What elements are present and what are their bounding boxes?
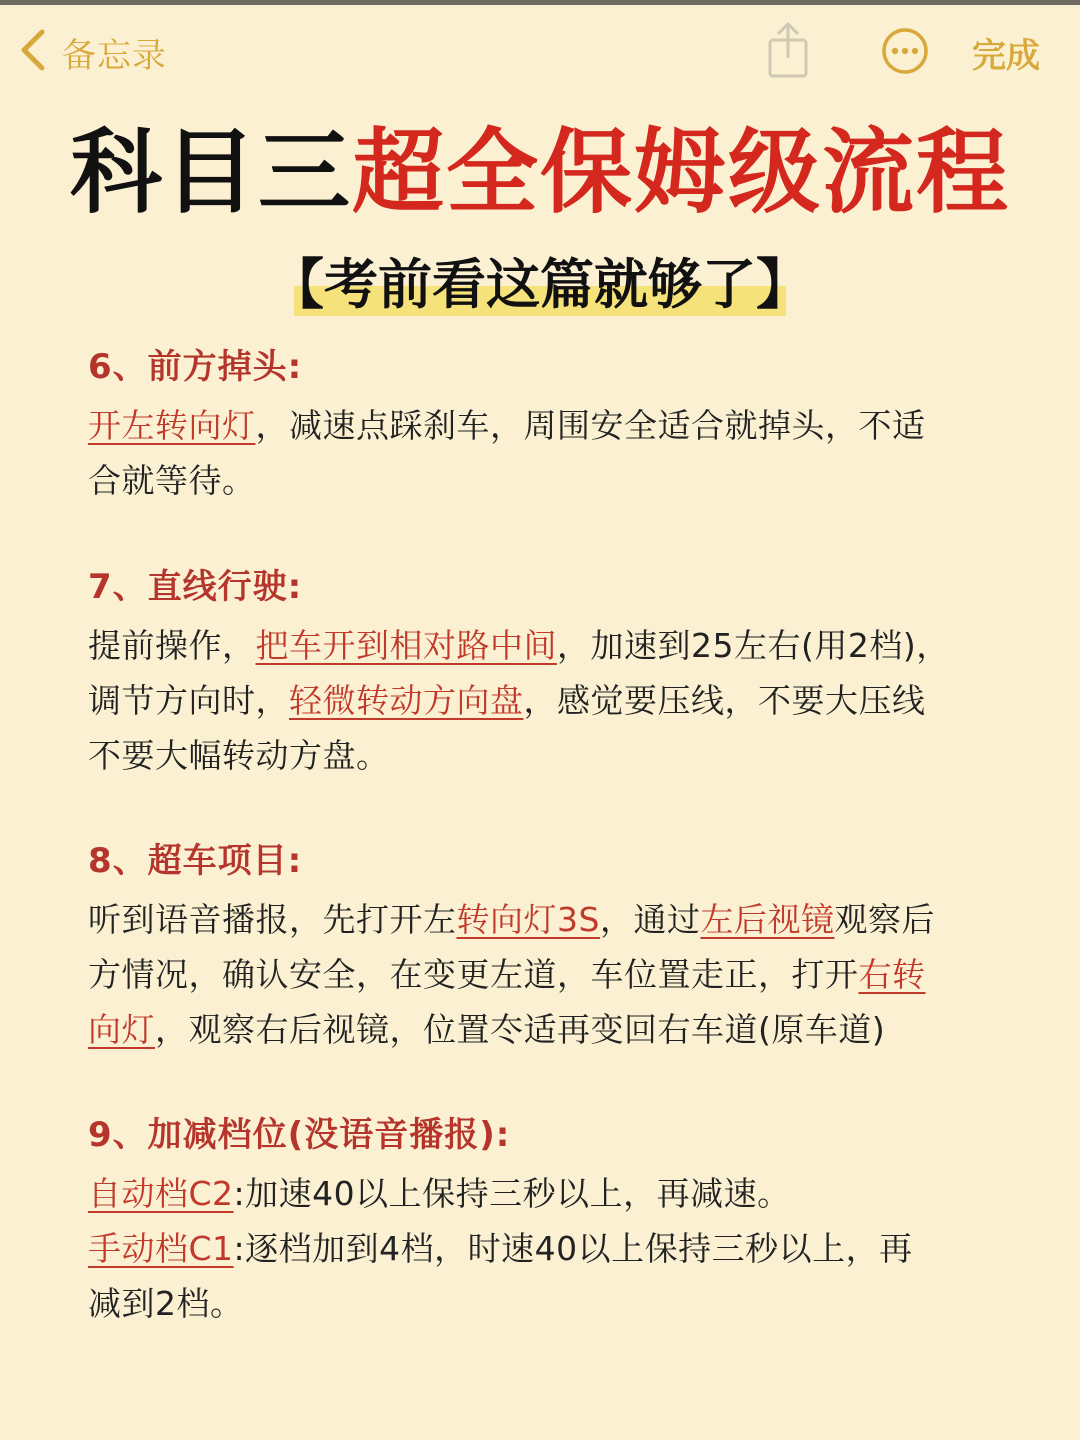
body-line [88, 398, 1018, 453]
section-body [88, 398, 1018, 508]
body-text: 调节方向时， [88, 681, 289, 720]
back-label: 备忘录 [62, 35, 167, 76]
done-button[interactable]: 完成 [972, 36, 1040, 76]
body-text: 减到2档。 [88, 1284, 244, 1323]
title-red-part: 超全保姆级流程 [352, 119, 1011, 226]
body-line [88, 1166, 1018, 1221]
section-body [88, 1166, 1018, 1331]
highlighted-phrase: 转向灯3S [456, 900, 600, 939]
back-button[interactable] [18, 26, 167, 78]
body-line [88, 947, 1018, 1002]
body-text: ，减速点踩刹车，周围安全适合就掉头，不适 [255, 406, 926, 445]
title-black-part: 科目三 [69, 119, 352, 226]
more-button[interactable] [880, 26, 930, 76]
body-line [88, 1002, 1018, 1057]
body-line [88, 673, 1018, 728]
body-line [88, 892, 1018, 947]
body-line [88, 728, 1018, 783]
body-line [88, 618, 1018, 673]
body-text: 听到语音播报，先打开左 [88, 900, 457, 939]
body-line [88, 1221, 1018, 1276]
body-line [88, 453, 1018, 508]
highlighted-phrase: 向灯 [88, 1010, 155, 1049]
subtitle-wrap [0, 246, 1080, 322]
section-heading: 6、前方掉头: [88, 347, 303, 387]
highlighted-phrase: 开左转向灯 [88, 406, 256, 445]
body-text: 观察后 [834, 900, 935, 939]
body-text: 方情况，确认安全，在变更左道，车位置走正，打开 [88, 955, 859, 994]
body-text: 提前操作， [88, 626, 256, 665]
highlighted-phrase: 右转 [858, 955, 926, 994]
body-line [88, 1276, 1018, 1331]
subtitle-text: 【考前看这篇就够了】 [270, 252, 810, 316]
section-heading: 7、直线行驶: [88, 567, 303, 607]
section-heading: 8、超车项目: [88, 841, 303, 881]
share-icon [764, 20, 812, 80]
status-strip [0, 0, 1080, 5]
body-text: ，感觉要压线，不要大压线 [523, 681, 926, 720]
highlighted-phrase: 轻微转动方向盘 [289, 681, 524, 720]
body-text: 不要大幅转动方盘。 [88, 736, 390, 775]
body-text: ，加速到25左右(用2档)， [557, 626, 950, 665]
more-icon [880, 26, 930, 76]
section-heading: 9、加减档位(没语音播报): [88, 1115, 511, 1155]
subtitle [264, 246, 816, 322]
section-overtaking [88, 840, 1018, 1057]
nav-bar [0, 14, 1080, 90]
section-gear-shifting [88, 1114, 1018, 1331]
highlighted-phrase: 自动档C2 [88, 1174, 234, 1213]
body-text: :逐档加到4档，时速40以上保持三秒以上，再 [233, 1229, 913, 1268]
section-straight-driving [88, 566, 1018, 783]
body-text: 合就等待。 [88, 461, 256, 500]
section-u-turn [88, 346, 1018, 508]
share-button[interactable] [764, 20, 812, 80]
section-body [88, 618, 1018, 783]
page-title [0, 118, 1080, 228]
chevron-left-icon [18, 28, 48, 76]
body-text: ，观察右后视镜，位置冭适再变回右车道(原车道) [155, 1010, 886, 1049]
highlighted-phrase: 把车开到相对路中间 [255, 626, 557, 665]
highlighted-phrase: 左后视镜 [700, 900, 835, 939]
body-text: :加速40以上保持三秒以上，再减速。 [233, 1174, 791, 1213]
body-text: ，通过 [599, 900, 701, 939]
highlighted-phrase: 手动档C1 [88, 1229, 234, 1268]
section-body [88, 892, 1018, 1057]
